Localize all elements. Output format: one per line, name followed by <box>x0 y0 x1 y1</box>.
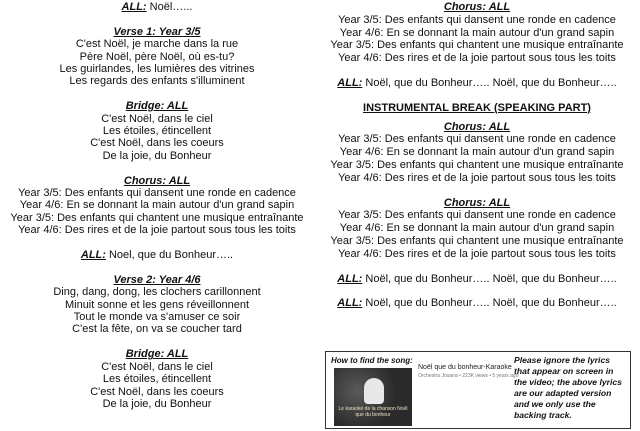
instrumental-break-heading: INSTRUMENTAL BREAK (SPEAKING PART) <box>363 101 591 114</box>
song-info-box <box>325 351 631 429</box>
chorus-line: Year 4/6: Des rires et de la joie partout sous tous les toits <box>338 247 616 260</box>
bridge1-heading: Bridge: ALL <box>125 100 189 113</box>
all-text: Noël, que du Bonheur….. Noël, que du Bonheur….. <box>362 297 617 310</box>
verse1-line: C'est Noël, je marche dans la rue <box>75 38 239 51</box>
chorus-line: Year 3/5: Des enfants qui dansent une ronde en cadence <box>338 209 616 222</box>
all-line <box>316 273 638 286</box>
bridge2-heading: Bridge: ALL <box>125 348 189 361</box>
thumbnail-caption: Le karaoké de la chanson Noël que du bonheur <box>338 406 408 418</box>
bridge1-line: Les étoiles, étincellent <box>102 125 212 138</box>
chorus-line: Year 4/6: En se donnant la main autour d'un grand sapin <box>339 26 615 39</box>
all-text: Noël, que du Bonheur….. Noël, que du Bonheur….. <box>362 76 617 89</box>
bridge2-line: C'est Noël, dans le ciel <box>101 360 213 373</box>
verse1-line: Les regards des enfants s'illuminent <box>69 75 245 88</box>
verse2-line: Tout le monde va s'amuser ce soir <box>73 311 241 324</box>
video-title-link[interactable]: Noël que du bonheur-Karaoke <box>418 364 512 371</box>
chorus-line: Year 4/6: Des rires et de la joie partout sous tous les toits <box>338 171 616 184</box>
all-label: ALL: <box>337 76 363 89</box>
chorus-line: Year 3/5: Des enfants qui chantent une musique entraînante <box>330 234 624 247</box>
all-after-chorus-line <box>0 249 314 261</box>
bridge2-line: C'est Noël, dans les coeurs <box>90 385 224 398</box>
all-label: ALL: <box>121 1 147 13</box>
chorus-heading: Chorus: ALL <box>443 120 511 133</box>
chorus-heading: Chorus: ALL <box>443 1 511 13</box>
right-column <box>316 0 638 310</box>
chorus-line: Year 3/5: Des enfants qui chantent une musique entraînante <box>330 158 624 171</box>
verse2-line: Ding, dang, dong, les clochers carillonnent <box>53 286 261 299</box>
chorus-line: Year 3/5: Des enfants qui dansent une ronde en cadence <box>338 13 616 26</box>
left-column <box>0 0 314 410</box>
bridge2-line: Les étoiles, étincellent <box>102 373 212 386</box>
all-label: ALL: <box>337 297 363 310</box>
all-line <box>316 297 638 310</box>
verse2-line: C'est la fête, on va se coucher tard <box>72 323 242 336</box>
chorus1-line: Year 4/6: Des rires et de la joie partout sous tous les toits <box>18 224 296 237</box>
verse1-line: Les guirlandes, les lumières des vitrines <box>59 63 255 76</box>
all-label: ALL: <box>337 272 363 285</box>
verse1-heading: Verse 1: Year 3/5 <box>113 25 201 38</box>
chorus-line: Year 4/6: Des rires et de la joie partout sous tous les toits <box>338 52 616 65</box>
verse2-line: Minuit sonne et les gens réveillonnent <box>64 298 250 311</box>
how-to-find-label: How to find the song: <box>331 356 413 365</box>
chorus1-line: Year 4/6: En se donnant la main autour d'un grand sapin <box>19 199 295 212</box>
chorus-line: Year 3/5: Des enfants qui dansent une ronde en cadence <box>338 133 616 146</box>
all-line <box>316 77 638 90</box>
chorus-heading: Chorus: ALL <box>443 196 511 209</box>
verse1-line: Père Noël, père Noël, où es-tu? <box>79 50 235 63</box>
chorus-line: Year 3/5: Des enfants qui chantent une musique entraînante <box>330 39 624 52</box>
all-after-chorus-text: Noel, que du Bonheur….. <box>105 249 234 262</box>
all-text: Noël, que du Bonheur….. Noël, que du Bonheur….. <box>362 272 617 285</box>
bridge1-line: C'est Noël, dans le ciel <box>101 112 213 125</box>
video-thumbnail[interactable] <box>334 368 412 426</box>
all-intro-text: Noël…... <box>146 1 193 13</box>
all-label: ALL: <box>80 249 106 262</box>
lyrics-note: Please ignore the lyrics that appear on screen in the video; the above lyrics are our adapted version and we only use the backing track. <box>514 355 622 420</box>
snowman-figure <box>364 378 384 404</box>
chorus1-line: Year 3/5: Des enfants qui chantent une musique entraînante <box>10 211 304 224</box>
chorus1-line: Year 3/5: Des enfants qui dansent une ronde en cadence <box>18 187 296 200</box>
all-intro-line <box>0 1 314 13</box>
chorus-line: Year 4/6: En se donnant la main autour d'un grand sapin <box>339 146 615 159</box>
chorus1-heading: Chorus: ALL <box>123 174 191 187</box>
chorus-line: Year 4/6: En se donnant la main autour d'un grand sapin <box>339 222 615 235</box>
video-meta: Orchestra Jouana • 223K views • 5 years ago <box>418 373 519 379</box>
verse2-heading: Verse 2: Year 4/6 <box>113 273 201 286</box>
bridge2-line: De la joie, du Bonheur <box>102 397 212 410</box>
bridge1-line: De la joie, du Bonheur <box>102 149 212 162</box>
bridge1-line: C'est Noël, dans les coeurs <box>90 137 224 150</box>
